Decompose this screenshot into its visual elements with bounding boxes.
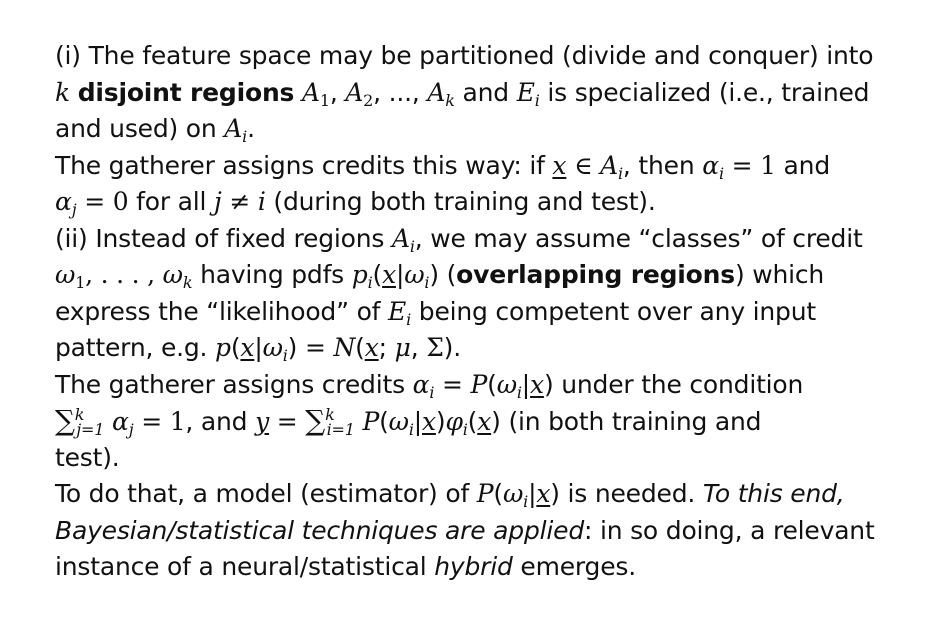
text-line-7: $\omega_1$, . . . , $\omega_k$ having pdfs $p_i(x|\omega_i)$ (overlapping regions) which <box>55 260 825 292</box>
text-line-9: pattern, e.g. $p(x|\omega_i) = N(x$; μ, Σ). <box>55 333 461 365</box>
text-line-14: Bayesian/statistical techniques are applied: in so doing, a relevant <box>55 515 875 545</box>
text-line-4: The gatherer assigns credits this way: if x ∈ $A_i$, then $\alpha_i = 1$ and <box>55 150 830 183</box>
text-line-11: ∑$^k_{j=1}$ $\alpha_j = 1$, and y = ∑$^k_{i=1}$ $P(\omega_i|x)\varphi_i(x)$ (in both training and <box>55 404 762 439</box>
text-line-13: To do that, a model (estimator) of $P(\omega_i|x)$ is needed. To this end, <box>55 479 845 511</box>
text-line-2: k disjoint regions $A_1$, $A_2$, ..., $A_k$ and $E_i$ is specialized (i.e., trained <box>55 77 870 110</box>
text-line-15: instance of a neural/statistical hybrid emerges. <box>55 552 636 581</box>
text-line-3: and used) on $A_i$. <box>55 114 255 146</box>
text-line-1: (i) The feature space may be partitioned (divide and conquer) into <box>55 41 874 70</box>
text-line-5: $\alpha_j = 0$ for all j ≠ i (during both training and test). <box>55 187 656 219</box>
text-line-8: express the “likelihood” of $E_i$ being competent over any input <box>55 296 816 329</box>
text-line-6: (ii) Instead of fixed regions $A_i$, we may assume “classes” of credit <box>55 223 863 256</box>
slide-text-block <box>55 38 915 586</box>
text-line-12: test). <box>55 442 120 472</box>
text-line-10: The gatherer assigns credits $\alpha_i = P(\omega_i|x)$ under the condition <box>55 369 804 402</box>
